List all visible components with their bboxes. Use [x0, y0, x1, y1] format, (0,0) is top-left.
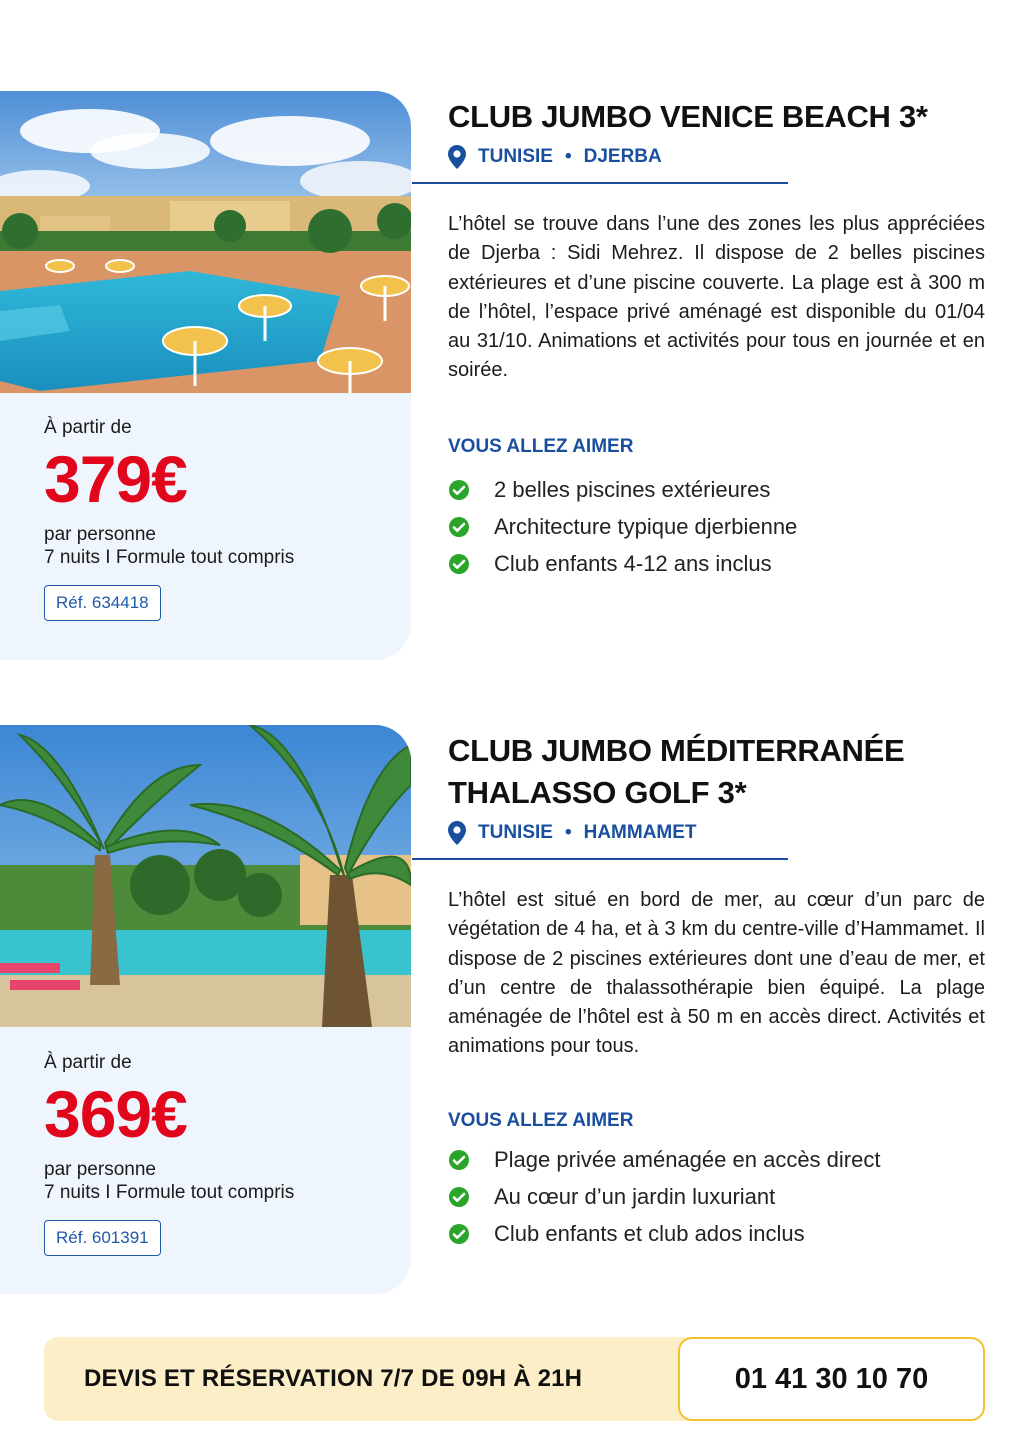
hotel-info-mediterranee — [448, 730, 985, 1253]
hotel-location — [448, 142, 985, 172]
feature-label: 2 belles piscines extérieures — [494, 477, 771, 503]
list-item — [448, 1142, 985, 1179]
list-item — [448, 1216, 985, 1253]
hotel-card-mediterranee — [0, 725, 411, 1294]
price: 369€ — [44, 1077, 187, 1151]
hotel-description: L’hôtel est situé en bord de mer, au cœur d’un parc de végétation de 4 ha, et à 3 km du centre-ville d’Hammamet. Il dispose de 2 piscines extérieures dont une d’eau de mer, et d’un centre de thalassothérapie bien équipé. La plage aménagée de l’hôtel est à 50 m en accès direct. Activités et animations pour tous. — [448, 889, 985, 1058]
hotel-card-venice-beach — [0, 91, 411, 660]
check-circle-icon — [448, 1223, 470, 1245]
booking-footer — [44, 1337, 985, 1421]
list-item — [448, 1179, 985, 1216]
hotel-title: CLUB JUMBO VENICE BEACH 3* — [448, 99, 928, 134]
per-person-label: par personne — [44, 1159, 156, 1180]
hotel-title-line2: THALASSO GOLF 3* — [448, 775, 747, 810]
hotel-photo-venice-beach — [0, 91, 411, 393]
divider — [412, 182, 788, 184]
features-list — [448, 472, 985, 583]
hotel-photo-mediterranee — [0, 725, 411, 1027]
list-item — [448, 546, 985, 583]
features-heading: VOUS ALLEZ AIMER — [448, 1109, 634, 1131]
hotel-title-line1: CLUB JUMBO MÉDITERRANÉE — [448, 733, 905, 768]
check-circle-icon — [448, 516, 470, 538]
phone-number[interactable]: 01 41 30 10 70 — [678, 1337, 985, 1421]
formula-label: 7 nuits I Formule tout compris — [44, 1182, 295, 1203]
per-person-label: par personne — [44, 524, 156, 545]
from-label: À partir de — [44, 417, 132, 438]
check-circle-icon — [448, 1149, 470, 1171]
features-heading: VOUS ALLEZ AIMER — [448, 435, 634, 457]
map-pin-icon — [448, 145, 466, 169]
price-box — [44, 1052, 294, 1256]
list-item — [448, 472, 985, 509]
reference-badge: Réf. 634418 — [44, 585, 161, 621]
hotel-location — [448, 818, 985, 848]
check-circle-icon — [448, 1186, 470, 1208]
reference-badge: Réf. 601391 — [44, 1220, 161, 1256]
feature-label: Architecture typique djerbienne — [494, 514, 798, 540]
check-circle-icon — [448, 553, 470, 575]
check-circle-icon — [448, 479, 470, 501]
price-box — [44, 417, 294, 621]
map-pin-icon — [448, 821, 466, 845]
booking-hours-label: DEVIS ET RÉSERVATION 7/7 DE 09H À 21H — [84, 1365, 583, 1392]
hotel-info-venice-beach — [448, 96, 985, 583]
feature-label: Plage privée aménagée en accès direct — [494, 1147, 881, 1173]
list-item — [448, 509, 985, 546]
location-country: TUNISIE — [478, 146, 553, 167]
location-city: DJERBA — [583, 146, 662, 167]
location-city: HAMMAMET — [583, 822, 697, 843]
location-country: TUNISIE — [478, 822, 553, 843]
price: 379€ — [44, 442, 187, 516]
location-separator: • — [564, 822, 572, 843]
feature-label: Au cœur d’un jardin luxuriant — [494, 1184, 776, 1210]
from-label: À partir de — [44, 1052, 132, 1073]
features-list — [448, 1142, 985, 1253]
feature-label: Club enfants 4-12 ans inclus — [494, 551, 772, 577]
hotel-description: L’hôtel se trouve dans l’une des zones les plus appréciées de Djerba : Sidi Mehrez. Il dispose de 2 belles piscines extérieures et d’une piscine couverte. La plage est à 300 m de l’hôtel, l’espace privé aménagé est disponible du 01/04 au 31/10. Animations et activités pour tous en journée et en soirée. — [448, 213, 985, 382]
divider — [412, 858, 788, 860]
location-separator: • — [564, 146, 572, 167]
formula-label: 7 nuits I Formule tout compris — [44, 547, 295, 568]
feature-label: Club enfants et club ados inclus — [494, 1221, 805, 1247]
